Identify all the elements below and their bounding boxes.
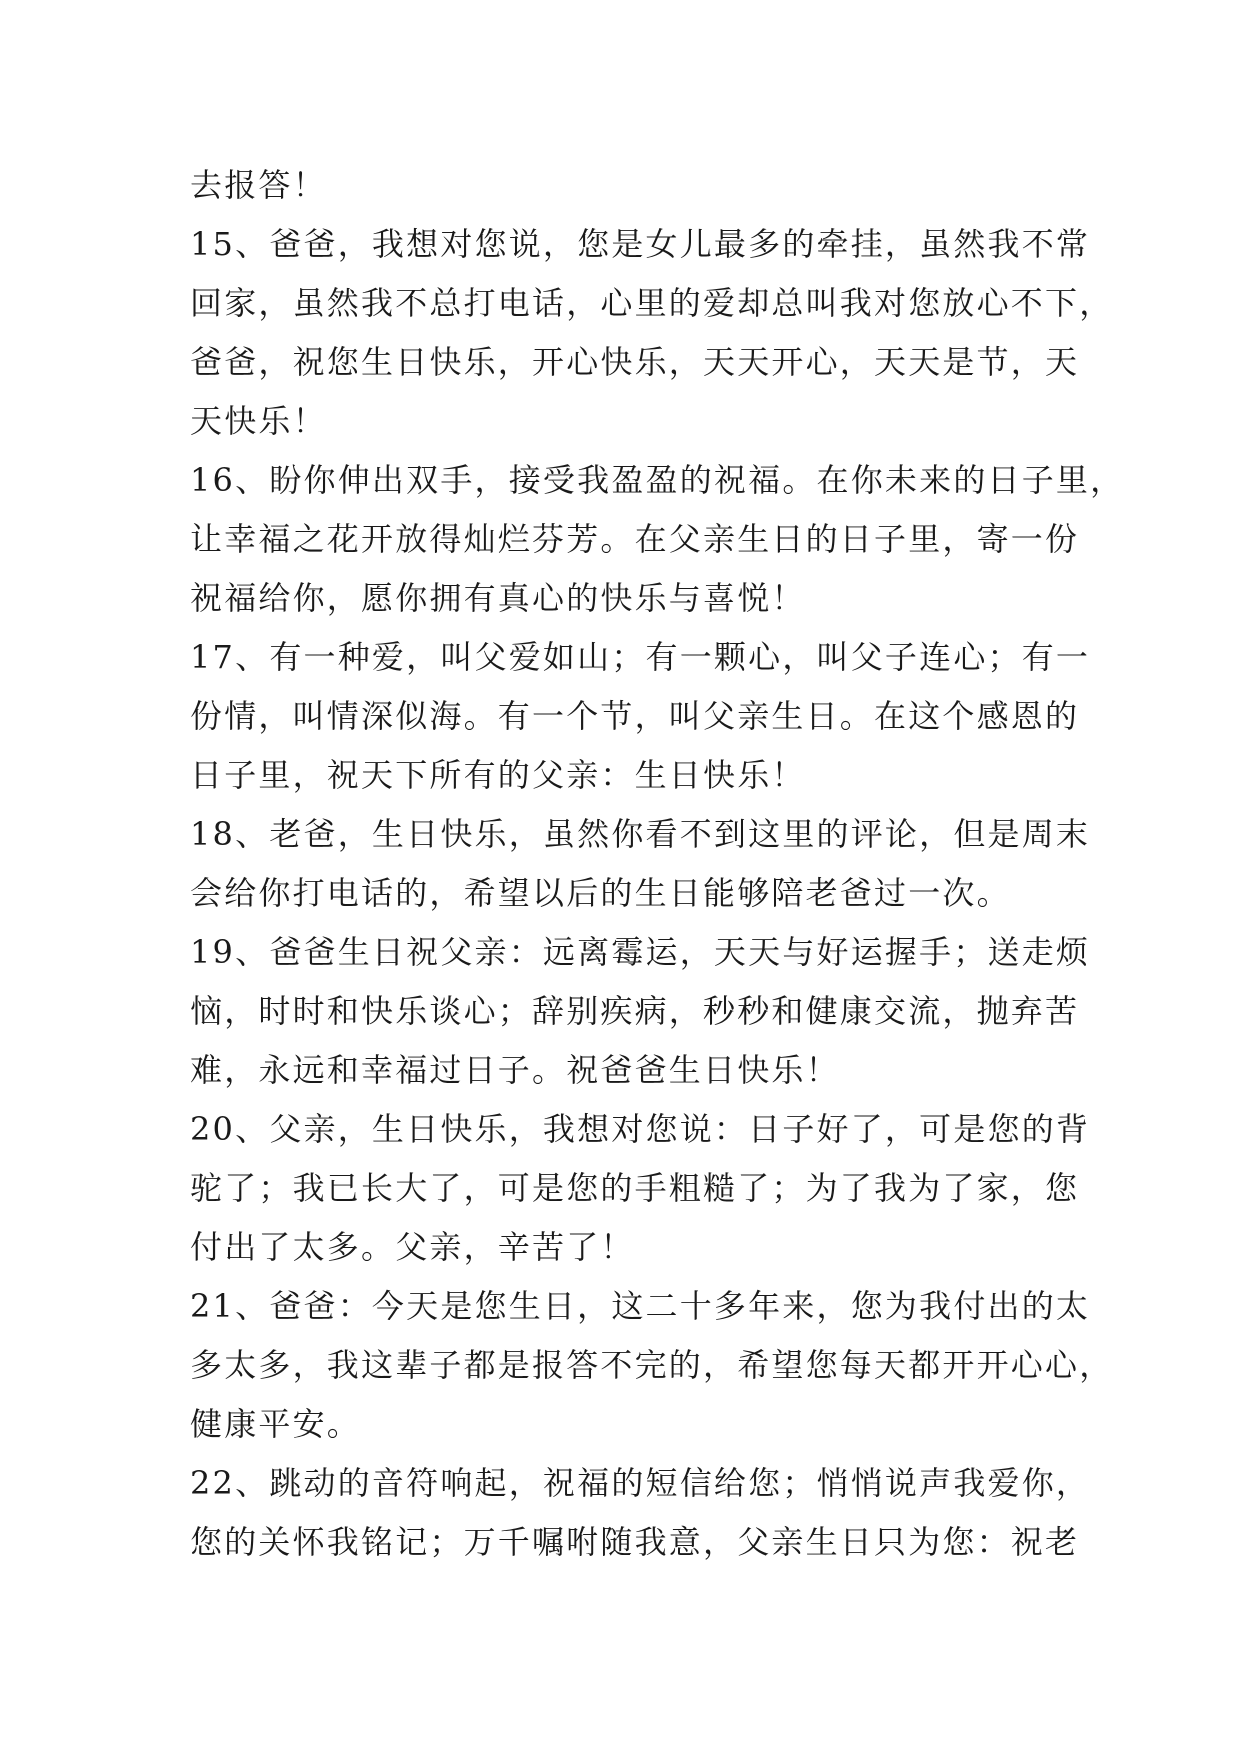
text-line: 驼了；我已长大了，可是您的手粗糙了；为了我为了家，您: [190, 1169, 1080, 1207]
text-line: 祝福给你，愿你拥有真心的快乐与喜悦！: [190, 579, 806, 617]
text-line: 多太多，我这辈子都是报答不完的，希望您每天都开开心心，: [190, 1346, 1114, 1384]
text-line: 您的关怀我铭记；万千嘱咐随我意，父亲生日只为您：祝老: [190, 1523, 1080, 1561]
text-line: 回家，虽然我不总打电话，心里的爱却总叫我对您放心不下，: [190, 284, 1114, 322]
text-line: 16、盼你伸出双手，接受我盈盈的祝福。在你未来的日子里，: [190, 461, 1125, 499]
text-line: 难，永远和幸福过日子。祝爸爸生日快乐！: [190, 1051, 840, 1089]
text-line: 天快乐！: [190, 402, 327, 440]
text-line: 21、爸爸：今天是您生日，这二十多年来，您为我付出的太: [190, 1287, 1091, 1325]
text-line: 20、父亲，生日快乐，我想对您说：日子好了，可是您的背: [190, 1110, 1091, 1148]
text-line: 日子里，祝天下所有的父亲：生日快乐！: [190, 756, 806, 794]
text-line: 爸爸，祝您生日快乐，开心快乐，天天开心，天天是节，天: [190, 343, 1080, 381]
text-line: 17、有一种爱，叫父爱如山；有一颗心，叫父子连心；有一: [190, 638, 1091, 676]
text-line: 18、老爸，生日快乐，虽然你看不到这里的评论，但是周末: [190, 815, 1091, 853]
text-line: 让幸福之花开放得灿烂芬芳。在父亲生日的日子里，寄一份: [190, 520, 1080, 558]
text-line: 健康平安。: [190, 1405, 362, 1443]
text-line: 付出了太多。父亲，辛苦了！: [190, 1228, 635, 1266]
text-line: 去报答！: [190, 166, 327, 204]
text-line: 恼，时时和快乐谈心；辞别疾病，秒秒和健康交流，抛弃苦: [190, 992, 1080, 1030]
text-line: 19、爸爸生日祝父亲：远离霉运，天天与好运握手；送走烦: [190, 933, 1091, 971]
text-line: 份情，叫情深似海。有一个节，叫父亲生日。在这个感恩的: [190, 697, 1080, 735]
text-line: 22、跳动的音符响起，祝福的短信给您；悄悄说声我爱你，: [190, 1464, 1091, 1502]
text-line: 会给你打电话的，希望以后的生日能够陪老爸过一次。: [190, 874, 1011, 912]
text-line: 15、爸爸，我想对您说，您是女儿最多的牵挂，虽然我不常: [190, 225, 1091, 263]
